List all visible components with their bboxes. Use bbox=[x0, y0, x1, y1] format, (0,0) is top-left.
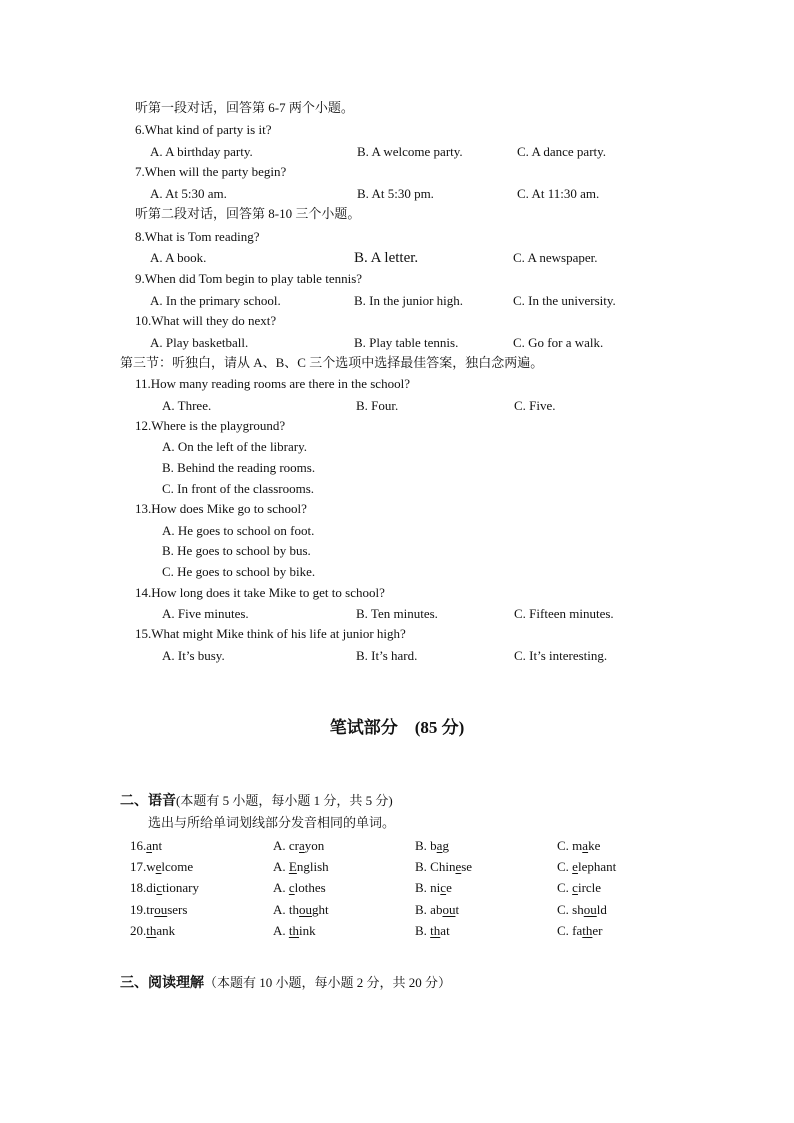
question-6: 6.What kind of party is it? bbox=[135, 122, 272, 137]
q9-option-b: B. In the junior high. bbox=[354, 293, 464, 308]
underlined-letters: e bbox=[455, 859, 462, 874]
q17-option-c bbox=[557, 859, 616, 875]
underlined-letters: c bbox=[440, 880, 447, 895]
word-part: lothes bbox=[294, 880, 326, 895]
q12-option-a: A. On the left of the library. bbox=[162, 439, 307, 454]
word-part: se bbox=[461, 859, 473, 874]
phonetics-heading bbox=[120, 793, 393, 810]
q18-word bbox=[130, 880, 199, 896]
word-part: A. bbox=[273, 880, 289, 895]
q20-word bbox=[130, 923, 175, 939]
underlined-letters: a bbox=[582, 838, 589, 853]
word-part: ircle bbox=[577, 880, 602, 895]
underlined-letters: ou bbox=[154, 902, 168, 917]
reading-heading-text: 三、阅读理解 bbox=[120, 976, 204, 991]
word-part: ght bbox=[312, 902, 329, 917]
q18-option-c bbox=[557, 880, 601, 896]
underlined-letters: a bbox=[436, 838, 443, 853]
q10-option-b: B. Play table tennis. bbox=[354, 335, 459, 350]
word-part: nglish bbox=[296, 859, 329, 874]
word-part: A. bbox=[273, 859, 289, 874]
underlined-letters: a bbox=[146, 838, 153, 853]
word-part: 18.di bbox=[130, 880, 157, 895]
q13-option-b: B. He goes to school by bus. bbox=[162, 543, 311, 558]
q9-option-c: C. In the university. bbox=[513, 293, 616, 308]
word-part: ank bbox=[156, 923, 176, 938]
question-11: 11.How many reading rooms are there in the school? bbox=[135, 376, 410, 391]
word-part: ink bbox=[299, 923, 316, 938]
word-part: C. fa bbox=[557, 923, 583, 938]
word-part: 20. bbox=[130, 923, 147, 938]
question-13: 13.How does Mike go to school? bbox=[135, 501, 307, 516]
q14-option-c: C. Fifteen minutes. bbox=[514, 606, 614, 621]
underlined-letters: th bbox=[146, 923, 157, 938]
section3-header: 第三节：听独白，请从 A、B、C 三个选项中选择最佳答案，独白念两遍。 bbox=[120, 355, 544, 370]
word-part: ke bbox=[588, 838, 601, 853]
q17-option-a bbox=[273, 859, 329, 875]
underlined-letters: th bbox=[582, 923, 593, 938]
word-part: nt bbox=[152, 838, 163, 853]
underlined-letters: e bbox=[155, 859, 162, 874]
q7-option-b: B. At 5:30 pm. bbox=[357, 186, 434, 201]
written-part-title: 笔试部分 (85 分) bbox=[329, 718, 465, 737]
q6-option-a: A. A birthday party. bbox=[150, 144, 253, 159]
underlined-letters: ou bbox=[442, 902, 456, 917]
q11-option-a: A. Three. bbox=[162, 398, 212, 413]
question-9: 9.When did Tom begin to play table tennis? bbox=[135, 271, 363, 286]
question-12: 12.Where is the playground? bbox=[135, 418, 286, 433]
q19-option-b bbox=[415, 902, 459, 918]
word-part: g bbox=[442, 838, 449, 853]
word-part: at bbox=[440, 923, 450, 938]
word-part: lcome bbox=[161, 859, 194, 874]
underlined-letters: e bbox=[572, 859, 578, 874]
word-part: t bbox=[455, 902, 460, 917]
phonetics-heading-note: (本题有 5 小题，每小题 1 分，共 5 分) bbox=[176, 793, 393, 808]
q10-option-a: A. Play basketball. bbox=[150, 335, 249, 350]
word-part: A. cr bbox=[273, 838, 299, 853]
underlined-letters: th bbox=[430, 923, 441, 938]
q13-option-a: A. He goes to school on foot. bbox=[162, 523, 315, 538]
word-part: A. th bbox=[273, 902, 299, 917]
q15-option-c: C. It’s interesting. bbox=[514, 648, 608, 663]
q8-option-b: B. A letter. bbox=[354, 250, 419, 266]
question-7: 7.When will the party begin? bbox=[135, 164, 287, 179]
q10-option-c: C. Go for a walk. bbox=[513, 335, 604, 350]
word-part: ld bbox=[596, 902, 607, 917]
word-part: lephant bbox=[577, 859, 617, 874]
word-part: B. b bbox=[415, 838, 437, 853]
underlined-letters: ou bbox=[583, 902, 597, 917]
word-part: C. bbox=[557, 859, 573, 874]
underlined-letters: c bbox=[572, 880, 578, 895]
question-10: 10.What will they do next? bbox=[135, 313, 277, 328]
word-part: A. bbox=[273, 923, 289, 938]
q15-option-a: A. It’s busy. bbox=[162, 648, 225, 663]
word-part: C. m bbox=[557, 838, 583, 853]
word-part: B. ni bbox=[415, 880, 441, 895]
question-14: 14.How long does it take Mike to get to school? bbox=[135, 585, 385, 600]
q18-option-a bbox=[273, 880, 326, 896]
q17-option-b bbox=[415, 859, 472, 875]
word-part: 19.tr bbox=[130, 902, 155, 917]
q7-option-a: A. At 5:30 am. bbox=[150, 186, 227, 201]
q18-option-b bbox=[415, 880, 452, 896]
q12-option-b: B. Behind the reading rooms. bbox=[162, 460, 316, 475]
q16-word bbox=[130, 838, 162, 854]
q12-option-c: C. In front of the classrooms. bbox=[162, 481, 315, 496]
dialogue2-header: 听第二段对话，回答第 8-10 三个小题。 bbox=[135, 206, 361, 221]
q19-option-a bbox=[273, 902, 329, 918]
word-part: B. bbox=[415, 923, 431, 938]
word-part: yon bbox=[304, 838, 325, 853]
word-part: C. bbox=[557, 880, 573, 895]
underlined-letters: th bbox=[288, 923, 300, 938]
question-15: 15.What might Mike think of his life at junior high? bbox=[135, 626, 406, 641]
q8-option-c: C. A newspaper. bbox=[513, 250, 598, 265]
underlined-letters: a bbox=[299, 838, 305, 853]
underlined-letters: ou bbox=[299, 902, 312, 917]
q11-option-b: B. Four. bbox=[356, 398, 399, 413]
q14-option-a: A. Five minutes. bbox=[162, 606, 249, 621]
word-part: sers bbox=[167, 902, 188, 917]
word-part: tionary bbox=[162, 880, 199, 895]
q20-option-c bbox=[557, 923, 603, 939]
q16-option-c bbox=[557, 838, 600, 854]
q20-option-b bbox=[415, 923, 450, 939]
q14-option-b: B. Ten minutes. bbox=[356, 606, 438, 621]
q6-option-c: C. A dance party. bbox=[517, 144, 607, 159]
q6-option-b: B. A welcome party. bbox=[357, 144, 463, 159]
q8-option-a: A. A book. bbox=[150, 250, 207, 265]
q17-word bbox=[130, 859, 193, 875]
phonetics-heading-text: 二、语音 bbox=[120, 794, 176, 809]
dialogue1-header: 听第一段对话，回答第 6-7 两个小题。 bbox=[135, 100, 354, 115]
q13-option-c: C. He goes to school by bike. bbox=[162, 564, 316, 579]
q7-option-c: C. At 11:30 am. bbox=[517, 186, 600, 201]
word-part: er bbox=[592, 923, 603, 938]
q15-option-b: B. It’s hard. bbox=[356, 648, 418, 663]
reading-heading-note: （本题有 10 小题，每小题 2 分，共 20 分） bbox=[204, 975, 452, 990]
word-part: e bbox=[446, 880, 452, 895]
underlined-letters: E bbox=[288, 859, 297, 874]
reading-heading bbox=[120, 975, 451, 992]
underlined-letters: c bbox=[156, 880, 163, 895]
question-8: 8.What is Tom reading? bbox=[135, 229, 260, 244]
word-part: B. ab bbox=[415, 902, 443, 917]
q20-option-a bbox=[273, 923, 316, 939]
word-part: 16. bbox=[130, 838, 147, 853]
phonetics-instruction: 选出与所给单词划线部分发音相同的单词。 bbox=[148, 815, 396, 830]
q19-option-c bbox=[557, 902, 607, 918]
q16-option-a bbox=[273, 838, 324, 854]
q9-option-a: A. In the primary school. bbox=[150, 293, 281, 308]
word-part: B. Chin bbox=[415, 859, 456, 874]
word-part: C. sh bbox=[557, 902, 584, 917]
q16-option-b bbox=[415, 838, 449, 854]
q11-option-c: C. Five. bbox=[514, 398, 556, 413]
underlined-letters: c bbox=[288, 880, 295, 895]
q19-word bbox=[130, 902, 187, 918]
word-part: 17.w bbox=[130, 859, 156, 874]
